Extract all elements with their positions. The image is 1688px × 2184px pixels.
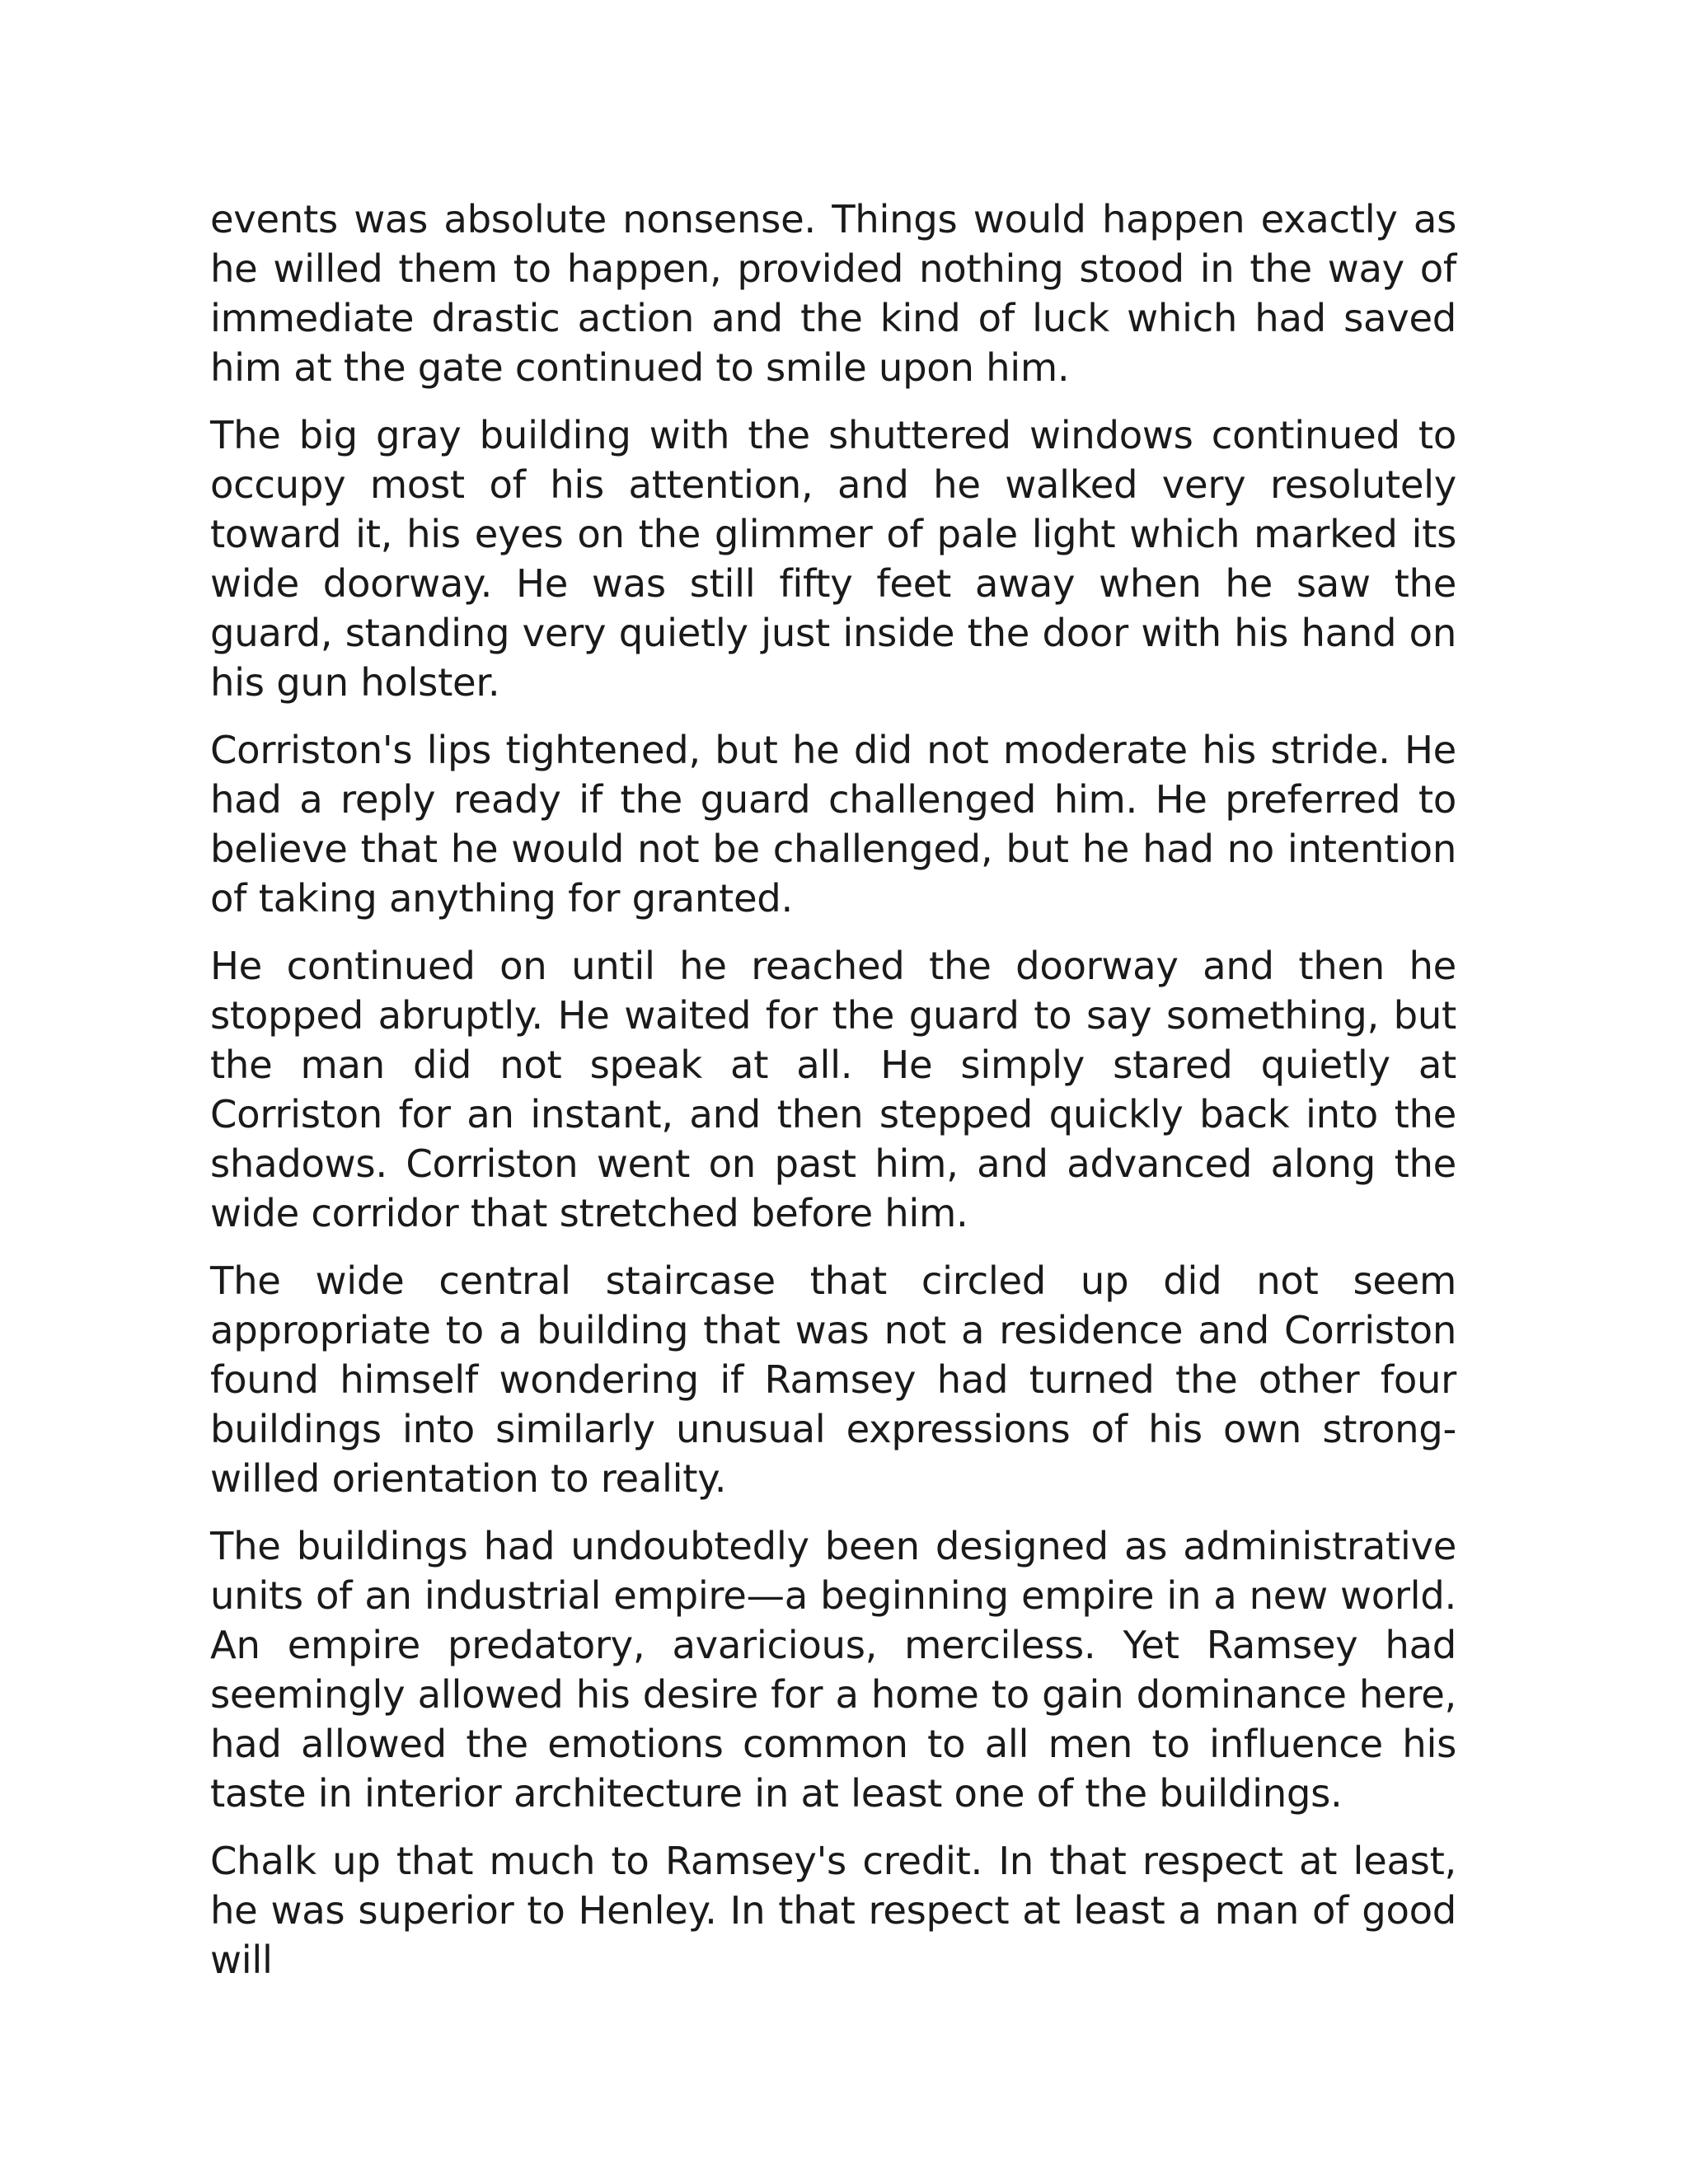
paragraph: The buildings had undoubtedly been designed as administrative units of an industrial empire—a beginning empire in a new world. An empire predatory, avaricious, merciless. Yet Ramsey had seemingly allowed his desire for a home to gain dominance here, had allowed the emotions common to all men to influence his taste in interior architecture in at least one of the buildings. [210,1524,1456,1816]
paragraph: Corriston's lips tightened, but he did not moderate his stride. He had a reply ready if the guard challenged him. He preferred to believe that he would not be challenged, but he had no intention of taking anything for granted. [210,728,1456,921]
paragraph: events was absolute nonsense. Things would happen exactly as he willed them to happen, provided nothing stood in the way of immediate drastic action and the kind of luck which had saved him at the gate continued to smile upon him. [210,197,1456,390]
page-text-body [210,194,1456,2003]
paragraph: He continued on until he reached the doorway and then he stopped abruptly. He waited for the guard to say something, but the man did not speak at all. He simply stared quietly at Corriston for an instant, and then stepped quickly back into the shadows. Corriston went on past him, and advanced along the wide corridor that stretched before him. [210,944,1456,1235]
paragraph: Chalk up that much to Ramsey's credit. In that respect at least, he was superior to Henley. In that respect at least a man of good will [210,1839,1456,1982]
paragraph: The big gray building with the shuttered windows continued to occupy most of his attention, and he walked very resolutely toward it, his eyes on the glimmer of pale light which marked its wide doorway. He was still fifty feet away when he saw the guard, standing very quietly just inside the door with his hand on his gun holster. [210,413,1456,705]
paragraph: The wide central staircase that circled up did not seem appropriate to a building that was not a residence and Corriston found himself wondering if Ramsey had turned the other four buildings into similarly unusual expressions of his own strong-willed orientation to reality. [210,1258,1456,1501]
